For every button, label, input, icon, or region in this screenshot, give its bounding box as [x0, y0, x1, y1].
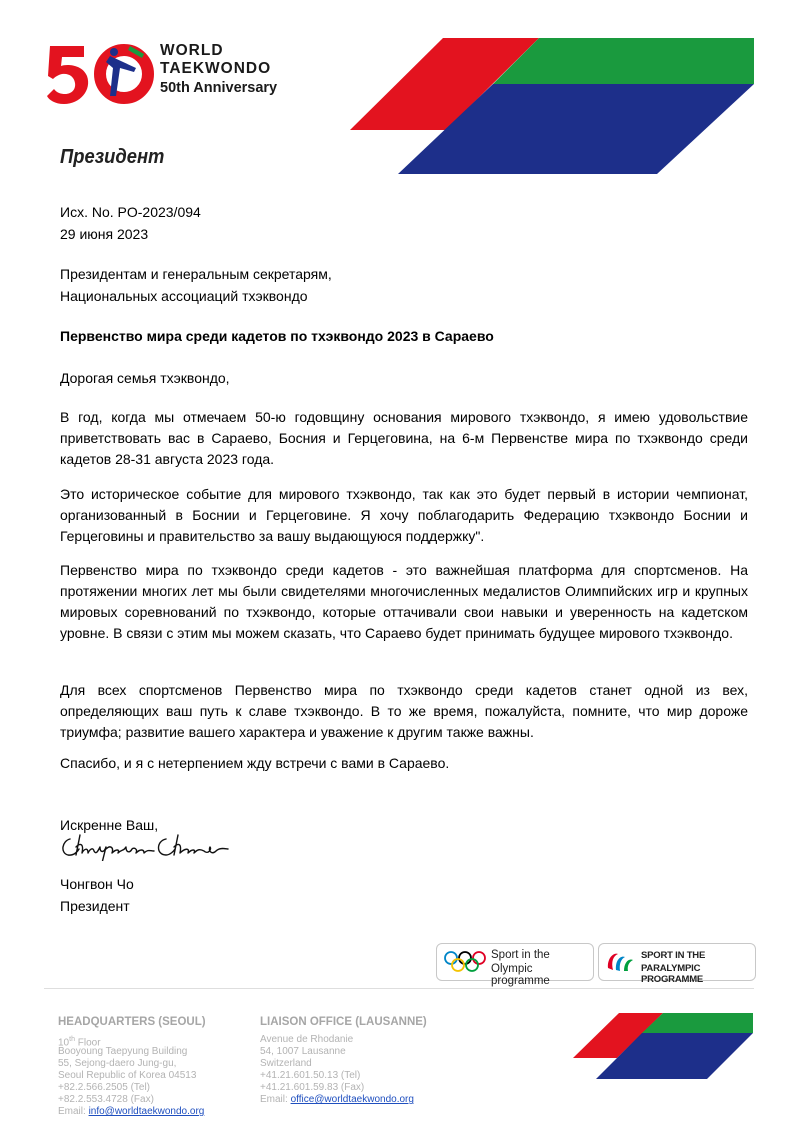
world-taekwondo-logo: [44, 38, 304, 108]
lausanne-email: Email: office@worldtaekwondo.org: [260, 1094, 414, 1105]
signer-name: Чонгвон Чо: [60, 876, 134, 892]
logo-wordmark-taekwondo: TAEKWONDO: [160, 60, 272, 77]
olympic-programme-badge: [436, 943, 594, 987]
footer-stripes-graphic: [573, 1013, 753, 1079]
seoul-office-heading: HEADQUARTERS (SEOUL): [58, 1016, 206, 1028]
paralympic-badge-line-1: SPORT IN THE: [641, 950, 706, 961]
fifty-emblem-icon: [44, 38, 156, 108]
lausanne-fax: +41.21.601.59.83 (Fax): [260, 1082, 365, 1093]
paralympic-badge-line-2: PARALYMPIC PROGRAMME: [641, 963, 704, 985]
paragraph-3: Первенство мира по тхэквондо среди кадетов - это важнейшая платформа для спортсменов. На протяжении многих лет мы были свидетелями многочисленных медалистов Олимпийских игр и крупных мировых соревнований по тхэквондо, которые оттачивали свои навыки и уверенность на кадетском уровне. В связи с этим мы можем сказать, что Сараево будет принимать будущее мирового тхэквондо.: [60, 562, 748, 641]
lausanne-email-link[interactable]: office@worldtaekwondo.org: [290, 1094, 414, 1105]
paragraph-2: Это историческое событие для мирового тхэквондо, так как это будет первый в истории чемпионат, организованный в Боснии и Герцеговине. Я хочу поблагодарить Федерацию тхэквондо Боснии и Герцеговины и правительство за вашу выдающуюся поддержку".: [60, 486, 748, 544]
paralympic-agitos-icon: [605, 950, 635, 974]
seoul-address-floor: 10th Floor: [58, 1036, 101, 1049]
seoul-email-link[interactable]: info@worldtaekwondo.org: [88, 1106, 205, 1117]
addressee-line-1: Президентам и генеральным секретарям,: [60, 266, 332, 282]
seoul-email: Email: info@worldtaekwondo.org: [58, 1106, 205, 1117]
lausanne-address-line: Avenue de Rhodanie: [260, 1034, 354, 1045]
handwritten-signature: [58, 829, 258, 861]
footer-divider: [44, 988, 754, 989]
logo-anniversary-text: 50th Anniversary: [160, 80, 278, 96]
lausanne-address-line: 54, 1007 Lausanne: [260, 1046, 346, 1057]
addressee-line-2: Национальных ассоциаций тхэквондо: [60, 288, 308, 304]
seoul-phone: +82.2.566.2505 (Tel): [58, 1082, 151, 1093]
olympic-badge-line-1: Sport in the: [491, 949, 550, 961]
seoul-address-line: 55, Sejong-daero Jung-gu,: [58, 1058, 177, 1069]
seoul-fax: +82.2.553.4728 (Fax): [58, 1094, 154, 1105]
lausanne-phone: +41.21.601.50.13 (Tel): [260, 1070, 361, 1081]
lausanne-office-heading: LIAISON OFFICE (LAUSANNE): [260, 1016, 427, 1028]
closing-line: Искренне Ваш,: [60, 817, 159, 833]
seoul-address-line: Booyoung Taepyung Building: [58, 1046, 188, 1057]
paralympic-programme-badge: [598, 943, 756, 985]
header-stripes-graphic: [350, 38, 754, 174]
letter-greeting: Дорогая семья тхэквондо,: [60, 370, 230, 386]
letter-subject: Первенство мира среди кадетов по тхэквондо 2023 в Сараево: [60, 328, 494, 344]
lausanne-address-line: Switzerland: [260, 1058, 312, 1069]
paragraph-1: В год, когда мы отмечаем 50-ю годовщину основания мирового тхэквондо, я имею удовольствие приветствовать вас в Сараево, Босния и Герцеговина, на 6-м Первенстве мира по тхэквондо среди кадетов 28-31 августа 2023 года.: [60, 409, 748, 467]
reference-number: Исх. No. PO-2023/094: [60, 204, 201, 220]
paragraph-4: Для всех спортсменов Первенство мира по тхэквондо среди кадетов станет одной из вех, определяющих ваш путь к славе тхэквондо. В то же время, пожалуйста, помните, что мир дороже триумфа; развитие вашего характера и уважение к другим также важны.: [60, 682, 748, 740]
signer-title: Президент: [60, 898, 130, 914]
logo-wordmark-world: WORLD: [160, 42, 224, 59]
letter-date: 29 июня 2023: [60, 226, 149, 242]
department-heading: Президент: [60, 146, 165, 168]
thanks-line: Спасибо, и я с нетерпением жду встречи с вами в Сараево.: [60, 755, 450, 771]
olympic-rings-icon: [443, 950, 487, 974]
olympic-badge-line-2: Olympic programme: [491, 963, 550, 987]
seoul-address-line: Seoul Republic of Korea 04513: [58, 1070, 197, 1081]
